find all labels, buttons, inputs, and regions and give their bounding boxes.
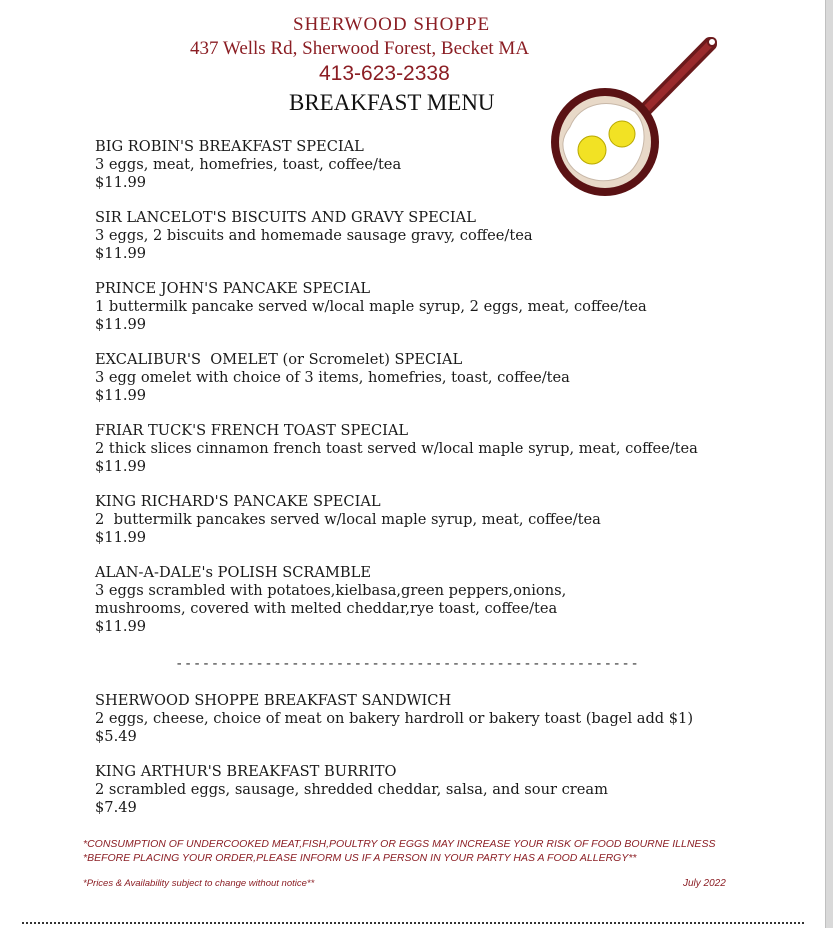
menu-item bbox=[95, 351, 745, 405]
item-description: 3 eggs scrambled with potatoes,kielbasa,green peppers,onions, bbox=[95, 582, 567, 599]
menu-title: BREAKFAST MENU bbox=[289, 90, 495, 115]
item-price: $5.49 bbox=[95, 728, 137, 745]
item-description: 2 eggs, cheese, choice of meat on bakery hardroll or bakery toast (bagel add $1) bbox=[95, 710, 694, 727]
shop-address: 437 Wells Rd, Sherwood Forest, Becket MA bbox=[190, 38, 530, 59]
menu-item bbox=[95, 422, 745, 476]
menu-date: July 2022 bbox=[683, 878, 726, 889]
item-price: $11.99 bbox=[95, 618, 147, 635]
item-description: 3 eggs, meat, homefries, toast, coffee/tea bbox=[95, 156, 402, 173]
item-name: KING RICHARD'S PANCAKE SPECIAL bbox=[95, 493, 381, 510]
item-description: 2 buttermilk pancakes served w/local maple syrup, meat, coffee/tea bbox=[95, 511, 601, 528]
item-price: $11.99 bbox=[95, 174, 147, 191]
item-name: ALAN-A-DALE's POLISH SCRAMBLE bbox=[95, 564, 371, 581]
item-price: $11.99 bbox=[95, 387, 147, 404]
item-price: $7.49 bbox=[95, 799, 137, 816]
food-safety-notice: *CONSUMPTION OF UNDERCOOKED MEAT,FISH,POULTRY OR EGGS MAY INCREASE YOUR RISK OF FOOD BOURNE ILLNESS bbox=[83, 838, 716, 850]
menu-item bbox=[95, 763, 745, 817]
menu-item bbox=[95, 209, 745, 263]
menu-item bbox=[95, 138, 745, 192]
item-name: SHERWOOD SHOPPE BREAKFAST SANDWICH bbox=[95, 692, 452, 709]
prices-notice: *Prices & Availability subject to change without notice** bbox=[83, 878, 315, 889]
item-description: mushrooms, covered with melted cheddar,rye toast, coffee/tea bbox=[95, 600, 558, 617]
item-description: 3 eggs, 2 biscuits and homemade sausage gravy, coffee/tea bbox=[95, 227, 533, 244]
shop-name: SHERWOOD SHOPPE bbox=[293, 14, 491, 35]
item-price: $11.99 bbox=[95, 458, 147, 475]
item-name: EXCALIBUR'S OMELET (or Scromelet) SPECIAL bbox=[95, 351, 463, 368]
section-divider: ---------------------------------------------------- bbox=[175, 656, 640, 672]
item-description: 1 buttermilk pancake served w/local maple syrup, 2 eggs, meat, coffee/tea bbox=[95, 298, 647, 315]
item-name: BIG ROBIN'S BREAKFAST SPECIAL bbox=[95, 138, 364, 155]
item-name: SIR LANCELOT'S BISCUITS AND GRAVY SPECIAL bbox=[95, 209, 476, 226]
specials-list bbox=[95, 138, 745, 653]
item-description: 3 egg omelet with choice of 3 items, homefries, toast, coffee/tea bbox=[95, 369, 570, 386]
item-name: FRIAR TUCK'S FRENCH TOAST SPECIAL bbox=[95, 422, 409, 439]
item-price: $11.99 bbox=[95, 316, 147, 333]
bottom-dotted-rule bbox=[22, 922, 804, 924]
item-name: KING ARTHUR'S BREAKFAST BURRITO bbox=[95, 763, 397, 780]
item-price: $11.99 bbox=[95, 245, 147, 262]
menu-item bbox=[95, 564, 745, 636]
menu-item bbox=[95, 493, 745, 547]
menu-item bbox=[95, 280, 745, 334]
menu-item bbox=[95, 692, 745, 746]
item-description: 2 scrambled eggs, sausage, shredded cheddar, salsa, and sour cream bbox=[95, 781, 608, 798]
item-price: $11.99 bbox=[95, 529, 147, 546]
page-edge bbox=[825, 0, 833, 928]
allergy-notice: *BEFORE PLACING YOUR ORDER,PLEASE INFORM US IF A PERSON IN YOUR PARTY HAS A FOOD ALLERGY** bbox=[83, 852, 637, 864]
item-description: 2 thick slices cinnamon french toast served w/local maple syrup, meat, coffee/tea bbox=[95, 440, 698, 457]
shop-phone: 413-623-2338 bbox=[319, 62, 450, 85]
item-name: PRINCE JOHN'S PANCAKE SPECIAL bbox=[95, 280, 371, 297]
others-list bbox=[95, 692, 745, 834]
